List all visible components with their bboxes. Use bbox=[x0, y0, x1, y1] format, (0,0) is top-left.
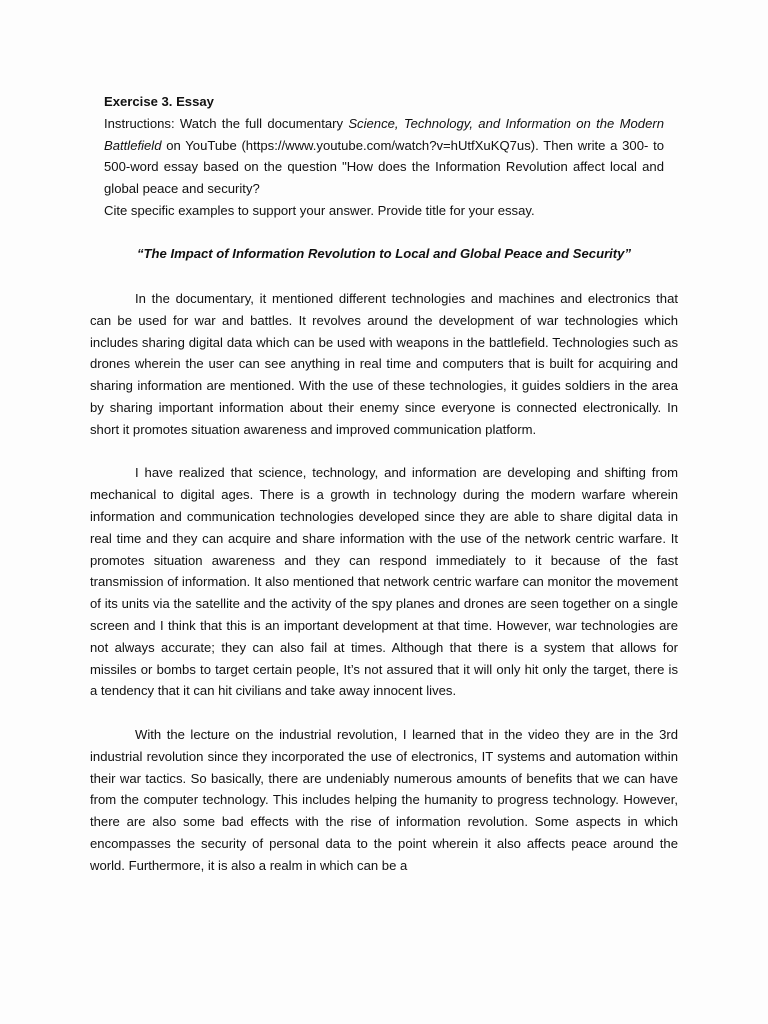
essay-body bbox=[90, 288, 678, 877]
instructions-text bbox=[104, 113, 664, 200]
essay-paragraph-3: With the lecture on the industrial revolution, I learned that in the video they are in the 3rd industrial revolution since they incorporated the use of electronics, IT systems and automation within their war tactics. So basically, there are undeniably numerous amounts of benefits that we can have from the computer technology. This includes helping the humanity to progress technology. However, there are also some bad effects with the rise of information revolution. Some aspects in which encompasses the security of personal data to the point wherein it also affects peace around the world. Furthermore, it is also a realm in which can be a bbox=[90, 726, 678, 873]
instructions-prefix: Instructions: Watch the full documentary bbox=[104, 115, 349, 131]
exercise-heading: Exercise 3. Essay bbox=[104, 94, 214, 109]
essay-paragraph-1: In the documentary, it mentioned different technologies and machines and electronics that can be used for war and battles. It revolves around the development of war technologies which includes sharing digital data which can be used with weapons in the battlefield. Technologies such as drones wherein the user can see anything in real time and computers that is built for acquiring and sharing information are mentioned. With the use of these technologies, it guides soldiers in the area by sharing important information about their enemy since everyone is connected electronically. In short it promotes situation awareness and improved communication platform. bbox=[90, 291, 678, 437]
instructions-block bbox=[104, 91, 664, 222]
instructions-suffix: on YouTube (https://www.youtube.com/watch?v=hUtfXuKQ7us). Then write a 300- to 500-word essay based on the question "How does the Information Revolution affect local and global peace and security? bbox=[104, 137, 664, 197]
essay-paragraph-2: I have realized that science, technology, and information are developing and shifting from mechanical to digital ages. There is a growth in technology during the modern warfare wherein information and communication technologies developed since they are able to share digital data in real time and they can acquire and share information with the use of the network centric warfare. It promotes situation awareness and they can respond immediately to it because of the fast transmission of information. It also mentioned that network centric warfare can monitor the movement of its units via the satellite and the activity of the spy planes and drones are seen together on a single screen and I think that this is an important development at that time. However, war technologies are not always accurate; they can also fail at times. Although that there is a system that allows for missiles or bombs to target certain people, It’s not assured that it will only hit only the target, there is a tendency that it can hit civilians and take away innocent lives. bbox=[90, 465, 678, 699]
essay-title: “The Impact of Information Revolution to Local and Global Peace and Security” bbox=[137, 246, 631, 261]
instructions-cite-line: Cite specific examples to support your answer. Provide title for your essay. bbox=[104, 202, 535, 218]
documentary-title: Science, Technology, and Information on the Modern Battlefield bbox=[104, 115, 664, 153]
